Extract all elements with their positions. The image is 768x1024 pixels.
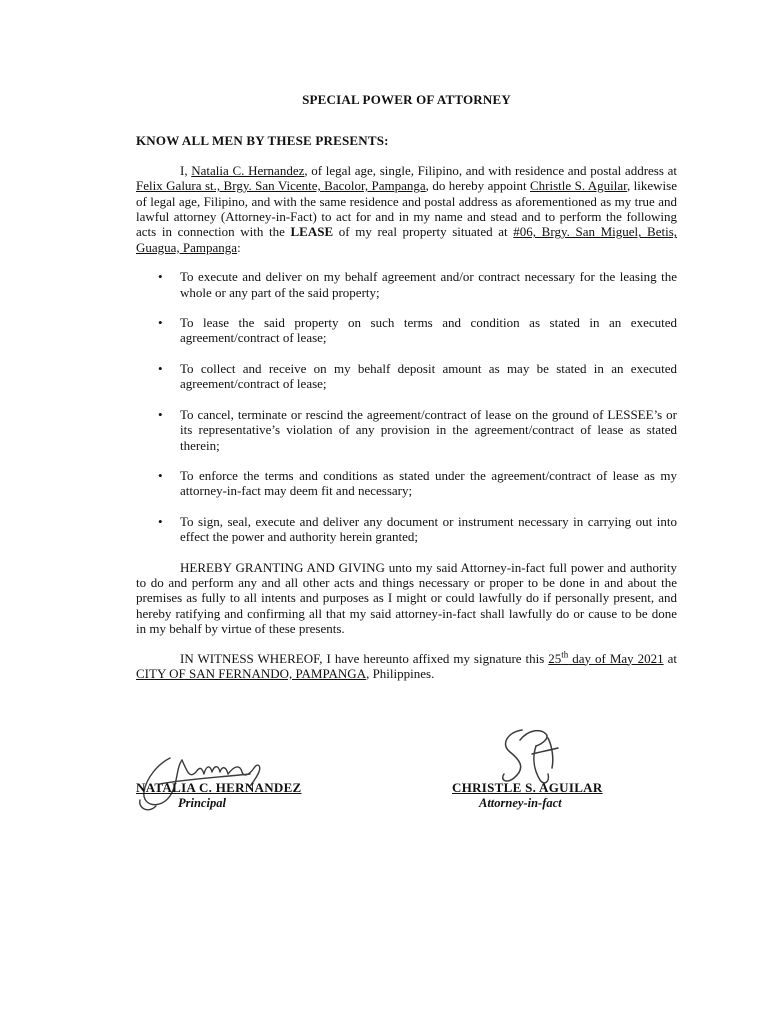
signing-place: CITY OF SAN FERNANDO, PAMPANGA xyxy=(136,665,367,681)
bullet-icon: • xyxy=(158,467,163,483)
bullet-icon: • xyxy=(158,406,163,422)
acts-list xyxy=(136,269,677,544)
intro-text: , of legal age, single, Filipino, and with residence and postal address at xyxy=(304,162,677,178)
witness-text: , Philippines. xyxy=(366,665,435,681)
act-text: To collect and receive on my behalf deposit amount as may be stated in an executed agreement/contract of lease; xyxy=(180,360,677,392)
act-text: To execute and deliver on my behalf agreement and/or contract necessary for the leasing the whole or any part of the said property; xyxy=(180,269,677,300)
list-item xyxy=(136,269,677,300)
intro-text: of my real property situated at xyxy=(333,224,514,240)
witness-text: at xyxy=(663,650,677,666)
day-number: 25 xyxy=(548,650,562,666)
lease-word: LEASE xyxy=(290,224,334,240)
principal-signature-block xyxy=(136,780,302,811)
act-text: To cancel, terminate or rescind the agreement/contract of lease on the ground of LESSEE’s or its representative’s violation of any provision in the agreement/contract of lease as stated therein; xyxy=(180,406,677,453)
list-item xyxy=(136,468,677,499)
intro-text: , likewise of legal age, Filipino, and with the same residence and postal address as aforementioned as my true and lawful attorney (Attorney-in-Fact) to act for and in my name and stead and to perform the following acts in connection with the xyxy=(136,178,677,240)
list-item xyxy=(136,315,677,346)
bullet-icon: • xyxy=(158,315,163,331)
intro-text: : xyxy=(237,239,241,255)
bullet-icon: • xyxy=(158,360,163,376)
attorney-name: Christle S. Aguilar xyxy=(530,178,627,194)
principal-signatory-name: NATALIA C. HERNANDEZ xyxy=(136,780,302,795)
document-body xyxy=(136,92,677,681)
attorney-role: Attorney-in-fact xyxy=(479,796,562,810)
principal-name: Natalia C. Hernandez xyxy=(191,162,305,178)
act-text: To lease the said property on such terms and condition as stated in an executed agreement/contract of lease; xyxy=(180,315,677,346)
witness-paragraph xyxy=(136,651,677,682)
list-item xyxy=(136,361,677,392)
attorney-signature-block xyxy=(452,780,603,811)
intro-text: , do hereby appoint xyxy=(425,178,530,194)
property-address: #06, Brgy. San Miguel, Betis, Guagua, Pampanga xyxy=(136,224,677,255)
act-text: To sign, seal, execute and deliver any document or instrument necessary in carrying out into effect the power and authority herein granted; xyxy=(180,513,677,545)
signing-date xyxy=(548,651,663,666)
day-suffix: th xyxy=(561,649,569,660)
bullet-icon: • xyxy=(158,269,163,285)
intro-text: I, xyxy=(180,162,192,178)
list-item xyxy=(136,514,677,545)
list-item xyxy=(136,407,677,453)
attorney-signatory-name: CHRISTLE S. AGUILAR xyxy=(452,780,603,795)
bullet-icon: • xyxy=(158,513,163,529)
grant-paragraph: HEREBY GRANTING AND GIVING unto my said Attorney-in-fact full power and authority to do and perform any and all other acts and things necessary or proper to be done in and about the premises as fully to all intents and purposes as I might or could lawfully do if personally present, and hereby ratifying and confirming all that my said attorney-in-fact shall lawfully do or cause to be done in my behalf by virtue of these presents. xyxy=(136,559,677,637)
principal-address: Felix Galura st., Brgy. San Vicente, Bacolor, Pampanga xyxy=(136,178,426,194)
witness-text: IN WITNESS WHEREOF, I have hereunto affixed my signature this xyxy=(180,650,549,666)
principal-role: Principal xyxy=(178,796,226,810)
document-title: SPECIAL POWER OF ATTORNEY xyxy=(302,92,511,107)
day-rest: day of May 2021 xyxy=(568,650,664,666)
intro-paragraph xyxy=(136,163,677,255)
document-heading: KNOW ALL MEN BY THESE PRESENTS: xyxy=(136,133,389,149)
act-text: To enforce the terms and conditions as stated under the agreement/contract of lease as my attorney-in-fact may deem fit and necessary; xyxy=(180,467,677,499)
